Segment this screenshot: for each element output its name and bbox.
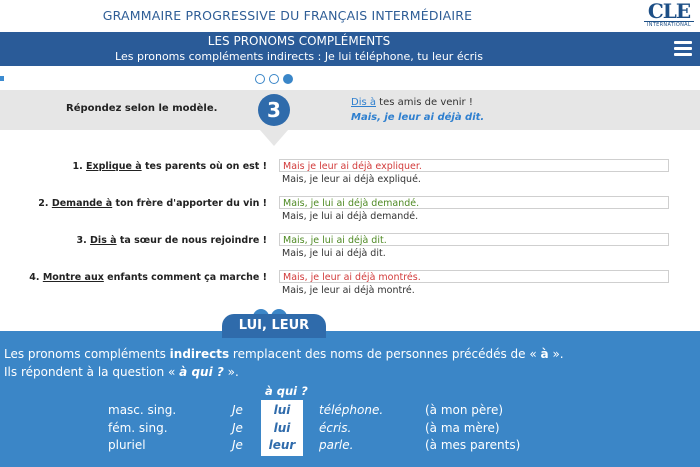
- exercise-number-badge: 3: [258, 94, 290, 126]
- row-pronoun: Je: [232, 403, 243, 417]
- model-verb: Dis à: [351, 97, 376, 108]
- page-dot-2[interactable]: [269, 74, 279, 84]
- model-sentence: [351, 97, 473, 108]
- row-pronoun: Je: [232, 421, 243, 435]
- rule-line-2: Ils répondent à la question « à qui ? ».: [4, 365, 239, 379]
- row-verb: écris.: [319, 421, 352, 435]
- question-verb: Montre aux: [42, 272, 104, 283]
- row-example: (à ma mère): [425, 421, 500, 435]
- question-number: 4.: [29, 272, 40, 283]
- row-label: pluriel: [108, 438, 146, 452]
- row-verb: parle.: [319, 438, 354, 452]
- correction-4: Mais, je leur ai déjà montré.: [282, 285, 415, 296]
- logo-main-text: CLE: [647, 0, 691, 23]
- page-indicator: [255, 74, 295, 86]
- question-rest: ton frère d'apporter du vin !: [112, 198, 267, 209]
- row-label: fém. sing.: [108, 421, 168, 435]
- answer-field-4[interactable]: Mais, je leur ai déjà montrés.: [279, 270, 669, 283]
- question-number: 1.: [72, 161, 83, 172]
- chapter-title: LES PRONOMS COMPLÉMENTS: [207, 34, 391, 48]
- correction-1: Mais, je leur ai déjà expliqué.: [282, 174, 421, 185]
- model-rest: tes amis de venir !: [376, 97, 473, 108]
- question-1: [0, 161, 267, 172]
- correction-2: Mais, je lui ai déjà demandé.: [282, 211, 419, 222]
- question-verb: Explique à: [86, 161, 142, 172]
- progress-marker: [0, 76, 4, 81]
- question-4: [0, 272, 267, 283]
- row-example: (à mon père): [425, 403, 504, 417]
- question-number: 2.: [38, 198, 49, 209]
- rule-line-1: Les pronoms compléments indirects remplacent des noms de personnes précédés de « à ».: [4, 347, 564, 361]
- logo-sub-text: INTERNATIONAL: [644, 21, 694, 29]
- book-title: GRAMMAIRE PROGRESSIVE DU FRANÇAIS INTERMÉDIAIRE: [102, 8, 473, 23]
- page-dot-3-active[interactable]: [283, 74, 293, 84]
- lesson-tab[interactable]: LUI, LEUR: [222, 314, 326, 338]
- question-2: [0, 198, 267, 209]
- row-verb: téléphone.: [319, 403, 384, 417]
- row-object: lui: [273, 421, 291, 435]
- question-rest: enfants comment ça marche !: [103, 272, 267, 283]
- question-verb: Demande à: [51, 198, 113, 209]
- chapter-subtitle: Les pronoms compléments indirects : Je lui téléphone, tu leur écris: [115, 50, 483, 63]
- answer-field-3[interactable]: Mais, je lui ai déjà dit.: [279, 233, 669, 246]
- row-object: leur: [268, 438, 296, 452]
- row-pronoun: Je: [232, 438, 243, 452]
- question-rest: ta sœur de nous rejoindre !: [116, 235, 267, 246]
- correction-3: Mais, je lui ai déjà dit.: [282, 248, 386, 259]
- publisher-logo: [644, 1, 694, 31]
- row-example: (à mes parents): [425, 438, 521, 452]
- pointer-arrow: [260, 130, 288, 146]
- question-verb: Dis à: [90, 235, 117, 246]
- hamburger-menu-icon[interactable]: [674, 41, 692, 57]
- model-answer: Mais, je leur ai déjà dit.: [351, 112, 485, 123]
- chapter-header: [0, 32, 700, 66]
- top-bar: [0, 0, 700, 32]
- question-number: 3.: [76, 235, 87, 246]
- question-3: [0, 235, 267, 246]
- answer-field-1[interactable]: Mais je leur ai déjà expliquer.: [279, 159, 669, 172]
- page-dot-1[interactable]: [255, 74, 265, 84]
- exercise-instruction: Répondez selon le modèle.: [66, 103, 218, 114]
- answer-field-2[interactable]: Mais, je lui ai déjà demandé.: [279, 196, 669, 209]
- row-label: masc. sing.: [108, 403, 177, 417]
- row-object: lui: [273, 403, 291, 417]
- question-rest: tes parents où on est !: [141, 161, 267, 172]
- column-header: à qui ?: [265, 384, 308, 398]
